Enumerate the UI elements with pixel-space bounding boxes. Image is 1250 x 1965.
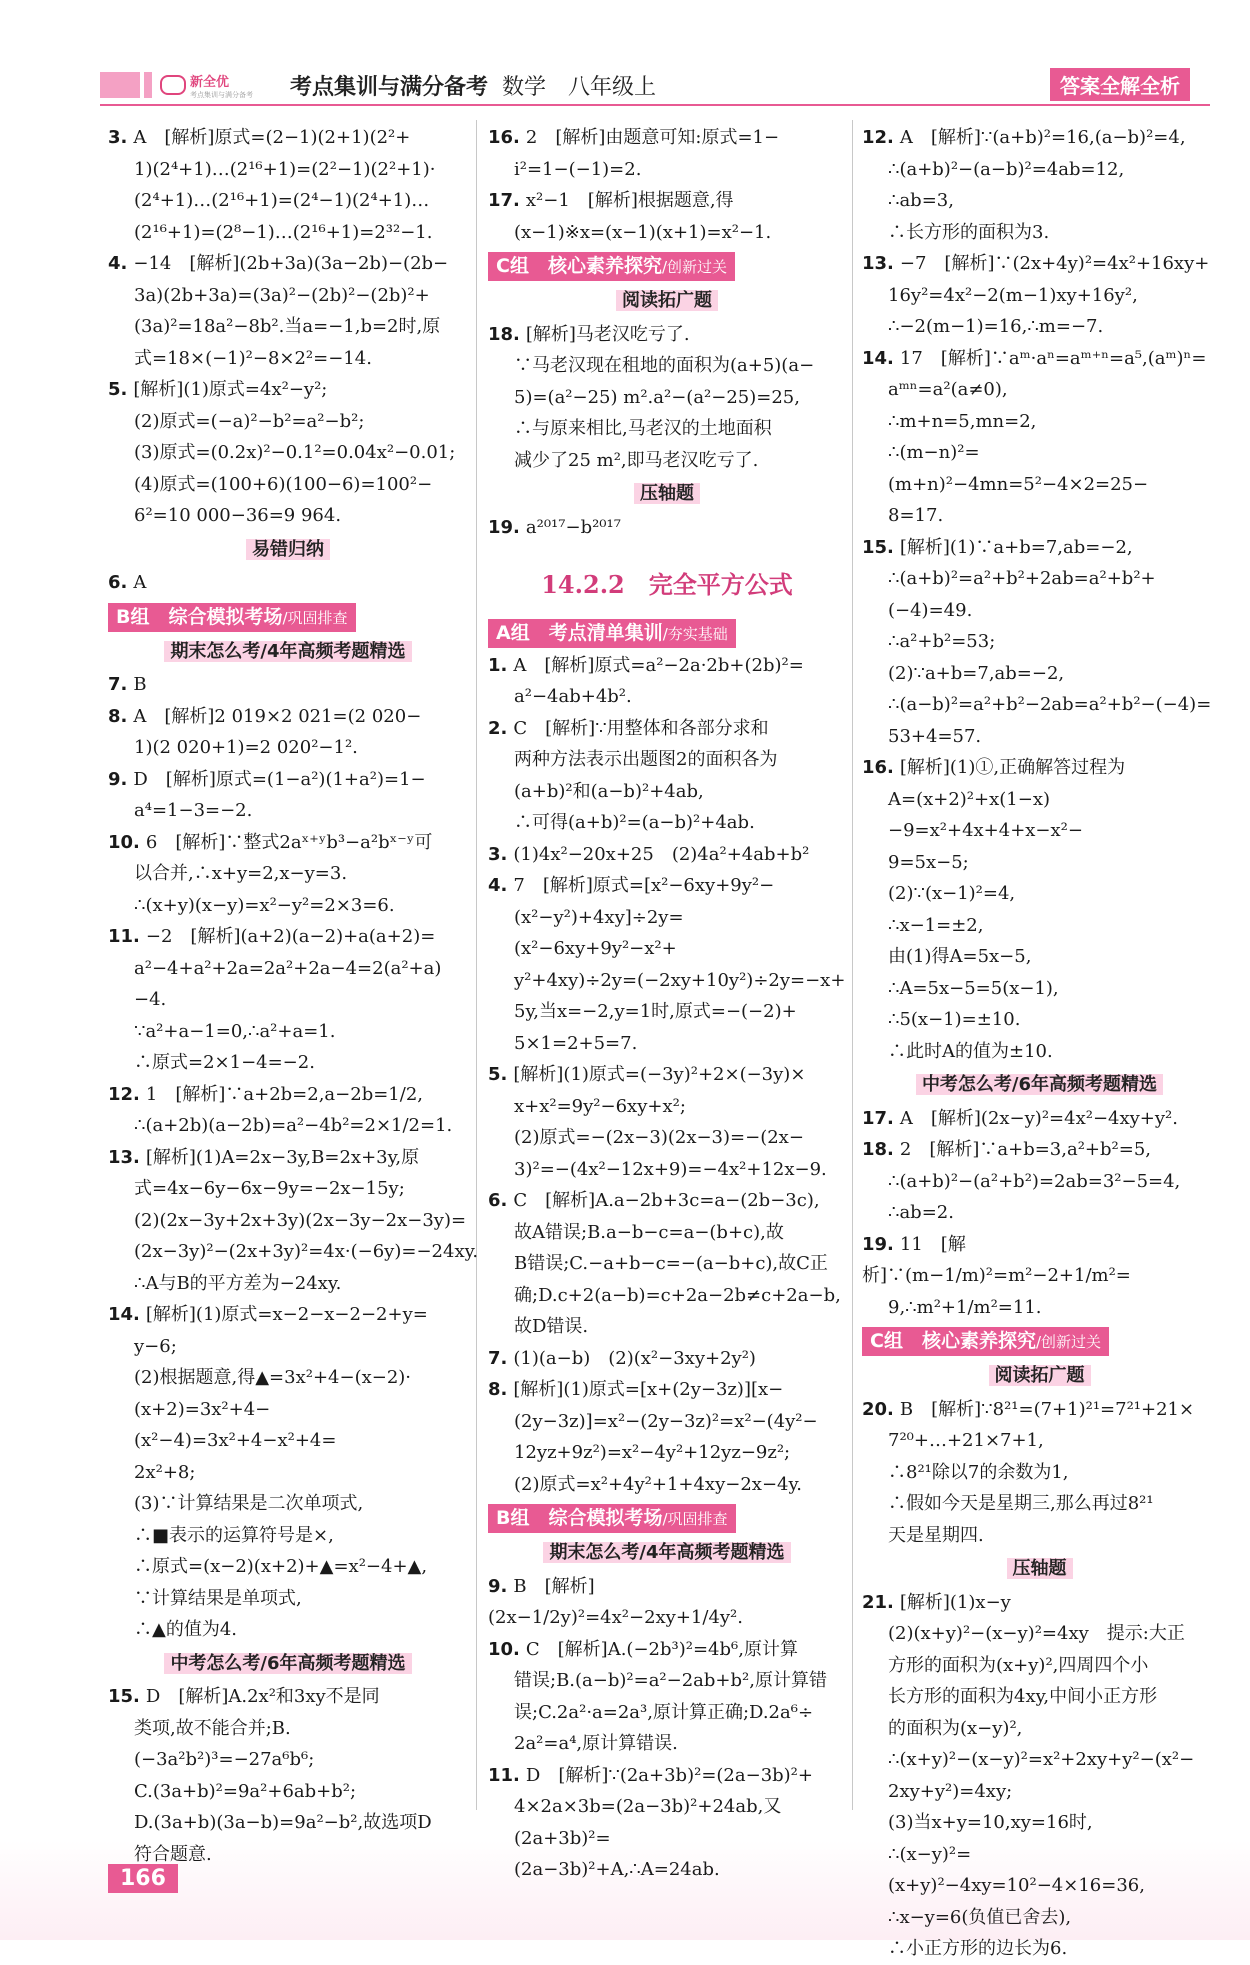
answer-line: 故D错误.	[514, 1316, 589, 1337]
answer-line: (2a−3b)²+A,∴A=24ab.	[514, 1859, 720, 1880]
answer-line: ∴8²¹除以7的余数为1,	[888, 1461, 1069, 1483]
logo-icon	[160, 75, 186, 95]
answer-item	[862, 343, 1217, 532]
question-number: 9.	[488, 1575, 508, 1597]
section-heading-tag: /夯实基础	[662, 624, 728, 643]
answer-line: 5)=(a²−25) m².a²−(a²−25)=25,	[514, 386, 800, 408]
question-number: 11.	[108, 926, 140, 947]
answer-line: (3)∵计算结果是二次单项式,	[134, 1493, 364, 1514]
answer-line: C [解析]∵用整体和各部分求和	[513, 717, 769, 739]
question-number: 5.	[108, 379, 128, 400]
section-heading	[488, 1504, 736, 1533]
answer-line: ∴(m−n)²=(m+n)²−4mn=5²−4×2=25−	[888, 442, 1149, 495]
sub-heading: 阅读拓广题	[616, 290, 718, 311]
answer-item	[108, 764, 468, 827]
answer-line: [解析](1)∵a+b=7,ab=−2,	[899, 536, 1133, 558]
answer-item	[488, 650, 846, 713]
answer-line: C [解析]A.(−2b³)²=4b⁶,原计算	[525, 1638, 798, 1660]
answer-line: [解析](1)原式=(−3y)²+2×(−3y)×	[513, 1064, 806, 1085]
answer-line: ∴(a+b)²=a²+b²+2ab=a²+b²+(−4)=49.	[888, 568, 1156, 621]
answer-item	[108, 827, 468, 922]
question-number: 14.	[862, 347, 894, 369]
answer-line: 确;D.c+2(a−b)=c+2a−2b≠c+2a−b,	[514, 1284, 841, 1306]
question-number: 10.	[108, 831, 140, 853]
answer-line: i²=1−(−1)=2.	[514, 158, 642, 180]
answer-line: ∵计算结果是单项式,	[134, 1587, 302, 1609]
answer-line: D [解析]∵(2a+3b)²=(2a−3b)²+	[525, 1764, 813, 1786]
answer-line: ∴x−y=6(负值已舍去),	[888, 1906, 1072, 1928]
book-title-text: 考点集训与满分备考	[290, 75, 489, 100]
answer-line: (3)原式=(0.2x)²−0.1²=0.04x²−0.01;	[134, 442, 456, 463]
question-number: 16.	[862, 757, 894, 778]
answer-line: 3)²=−(4x²−12x+9)=−4x²+12x−9.	[514, 1158, 827, 1180]
answer-line: [解析](1)原式=x−2−x−2−2+y=	[145, 1304, 428, 1325]
answer-line: aᵐⁿ=a²(a≠0),	[888, 379, 1008, 400]
answer-line: ∴x−1=±2,	[888, 914, 984, 936]
answer-line: [解析](1)①,正确解答过程为	[899, 757, 1126, 778]
question-number: 4.	[488, 875, 508, 896]
answer-line: (2)∵(x−1)²=4,	[888, 883, 1016, 904]
section-heading-title: A组 考点清单集训	[496, 621, 663, 644]
answer-item	[488, 512, 846, 544]
question-number: 4.	[108, 253, 128, 274]
answer-item	[862, 752, 1217, 1067]
question-number: 8.	[108, 705, 128, 727]
answer-line: [解析](1)x−y	[899, 1591, 1011, 1613]
answer-line: (1)4x²−20x+25 (2)4a²+4ab+b²	[513, 843, 810, 865]
question-number: 12.	[108, 1083, 140, 1105]
answer-line: y−6;	[134, 1335, 177, 1357]
answer-line: A	[133, 572, 147, 593]
answer-line: (x²−y²)+4xy]÷2y=(x²−6xy+9y²−x²+	[514, 906, 684, 959]
answer-item	[862, 1103, 1217, 1135]
answer-line: B	[133, 674, 147, 695]
question-number: 7.	[488, 1347, 508, 1369]
answer-item	[488, 1343, 846, 1375]
question-number: 15.	[862, 536, 894, 558]
answer-line: A=(x+2)²+x(1−x)−9=x²+4x+4+x−x²−	[888, 788, 1083, 841]
answer-line: 5y,当x=−2,y=1时,原式=−(−2)+	[514, 1001, 797, 1022]
question-number: 11.	[488, 1764, 520, 1786]
answer-line: 2 [解析]由题意可知:原式=1−	[525, 127, 780, 148]
section-heading	[488, 619, 736, 648]
answer-item	[488, 1374, 846, 1500]
answer-column-2	[488, 122, 846, 1886]
answer-item	[108, 567, 468, 599]
page-number: 166	[108, 1864, 178, 1893]
question-number: 18.	[488, 323, 520, 345]
question-number: 17.	[488, 190, 520, 211]
answer-item	[488, 839, 846, 871]
question-number: 2.	[488, 717, 508, 739]
answer-line: ∴可得(a+b)²=(a−b)²+4ab.	[514, 812, 755, 833]
question-number: 7.	[108, 674, 128, 695]
answer-line: (x−1)※x=(x−1)(x+1)=x²−1.	[514, 221, 772, 243]
subject-label: 数学 八年级上	[502, 75, 657, 100]
question-number: 15.	[108, 1686, 140, 1707]
answer-line: 2a²=a⁴,原计算错误.	[514, 1733, 678, 1754]
answer-line: 天是星期四.	[888, 1524, 984, 1546]
answer-line: 6 [解析]∵整式2aˣ⁺ʸb³−a²bˣ⁻ʸ可	[145, 831, 433, 853]
answer-line: (2¹⁶+1)=(2⁸−1)…(2¹⁶+1)=2³²−1.	[134, 221, 433, 243]
answer-line: a²−4ab+4b².	[514, 686, 632, 707]
answer-line: 9,∴m²+1/m²=11.	[888, 1296, 1042, 1318]
answer-item	[108, 122, 468, 248]
answer-line: ∴A=5x−5=5(x−1),	[888, 977, 1059, 999]
header-color-bar	[100, 72, 140, 98]
question-number: 17.	[862, 1107, 894, 1129]
answer-line: 6²=10 000−36=9 964.	[134, 505, 342, 526]
question-number: 16.	[488, 127, 520, 148]
answer-item	[862, 248, 1217, 343]
answer-item	[488, 713, 846, 839]
sub-heading: 易错归纳	[246, 539, 330, 560]
question-number: 8.	[488, 1379, 508, 1400]
answer-line: (2)(2x−3y+2x+3y)(2x−3y−2x−3y)=	[134, 1209, 467, 1231]
answer-line: ∴▲的值为4.	[134, 1619, 238, 1640]
section-heading-tag: /巩固排查	[282, 608, 348, 627]
answer-line: (2)(x+y)²−(x−y)²=4xy 提示:大正	[888, 1623, 1185, 1644]
question-number: 5.	[488, 1064, 508, 1085]
answer-line: 2x²+8;	[134, 1461, 196, 1483]
answer-line: (2)根据题意,得▲=3x²+4−(x−2)·	[134, 1367, 412, 1388]
answer-line: [解析](1)A=2x−3y,B=2x+3y,原	[145, 1146, 420, 1168]
answer-line: D.(3a+b)(3a−b)=9a²−b²,故选项D	[134, 1812, 432, 1833]
answer-line: ∴原式=(x−2)(x+2)+▲=x²−4+▲,	[134, 1556, 428, 1577]
answer-line: x+x²=9y²−6xy+x²;	[514, 1095, 686, 1117]
answer-item	[108, 1079, 468, 1142]
section-heading-tag: /创新过关	[1035, 1333, 1102, 1351]
answer-line: 符合题意.	[134, 1843, 212, 1865]
answer-item	[862, 122, 1217, 248]
sub-heading: 期末怎么考/4年高频考题精选	[164, 641, 411, 662]
answer-line: (2x−3y)²−(2x+3y)²=4x·(−6y)=−24xy.	[134, 1241, 479, 1262]
answer-line: −14 [解析](2b+3a)(3a−2b)−(2b−	[133, 253, 449, 274]
answer-line: 2 [解析]∵a+b=3,a²+b²=5,	[899, 1139, 1152, 1160]
answer-item	[488, 122, 846, 185]
answer-item	[108, 1299, 468, 1646]
answer-line: ∴此时A的值为±10.	[888, 1040, 1053, 1062]
answer-line: (2)∵a+b=7,ab=−2,	[888, 662, 1065, 684]
section-heading-title: C组 核心素养探究	[496, 255, 662, 277]
answer-line: B [解析](2x−1/2y)²=4x²−2xy+1/4y².	[488, 1575, 743, 1628]
brand-sub: 考点集训与满分备考	[190, 90, 253, 99]
answer-line: ∴(a+b)²−(a²+b²)=2ab=3²−5=4,	[888, 1170, 1181, 1192]
answer-line: −7 [解析]∵(2x+4y)²=4x²+16xy+	[899, 253, 1210, 274]
answer-line: D [解析]A.2x²和3xy不是同	[145, 1686, 380, 1707]
answer-line: ∴(a−b)²=a²+b²−2ab=a²+b²−(−4)=	[888, 694, 1212, 715]
answer-item	[108, 248, 468, 374]
answer-line: ∴a²+b²=53;	[888, 631, 996, 652]
question-number: 9.	[108, 768, 128, 790]
answer-line: (2⁴+1)…(2¹⁶+1)=(2⁴−1)(2⁴+1)…	[134, 190, 430, 211]
answer-line: [解析]马老汉吃亏了.	[525, 323, 690, 345]
answer-line: 式=18×(−1)²−8×2²=−14.	[134, 347, 372, 369]
answer-item	[862, 1229, 1217, 1324]
answer-line: ∴与原来相比,马老汉的土地面积	[514, 418, 772, 439]
answer-item	[488, 319, 846, 477]
sub-heading: 中考怎么考/6年高频考题精选	[916, 1074, 1163, 1095]
answer-line: 类项,故不能合并;B.(−3a²b²)³=−27a⁶b⁶;	[134, 1717, 315, 1770]
answer-line: 11 [解析]∵(m−1/m)²=m²−2+1/m²=	[862, 1233, 1131, 1286]
answer-line: 1)(2 020+1)=2 020²−1².	[134, 737, 358, 758]
answer-line: ∴(a+b)²−(a−b)²=4ab=12,	[888, 158, 1125, 180]
answer-line: ∴(x+y)²−(x−y)²=x²+2xy+y²−(x²−	[888, 1749, 1195, 1770]
answer-item	[862, 1134, 1217, 1229]
answer-line: [解析](1)原式=4x²−y²;	[133, 379, 328, 400]
answer-line: 8=17.	[888, 505, 944, 526]
answer-line: ∴小正方形的边长为6.	[888, 1938, 1068, 1959]
answer-line: ∴(x−y)²=(x+y)²−4xy=10²−4×16=36,	[888, 1843, 1145, 1896]
answer-line: A [解析]∵(a+b)²=16,(a−b)²=4,	[899, 127, 1186, 148]
answer-line: ∴−2(m−1)=16,∴m=−7.	[888, 316, 1104, 337]
answer-line: a²−4+a²+2a=2a²+2a−4=2(a²+a)−4.	[134, 957, 442, 1010]
answer-line: 以合并,∴x+y=2,x−y=3.	[134, 863, 348, 884]
answer-line: −2 [解析](a+2)(a−2)+a(a+2)=	[145, 926, 436, 947]
answer-item	[488, 185, 846, 248]
sub-heading: 中考怎么考/6年高频考题精选	[164, 1653, 411, 1674]
answer-line: ∴(a+2b)(a−2b)=a²−4b²=2×1/2=1.	[134, 1115, 453, 1136]
page-header	[100, 68, 1210, 106]
answer-line: 7²⁰+…+21×7+1,	[888, 1430, 1044, 1451]
answer-line: A [解析]2 019×2 021=(2 020−	[133, 705, 422, 727]
answer-line: (2)原式=−(2x−3)(2x−3)=−(2x−	[514, 1127, 804, 1148]
answer-line: A [解析]原式=(2−1)(2+1)(2²+	[133, 127, 411, 148]
question-number: 13.	[862, 253, 894, 274]
answer-line: ∴假如今天是星期三,那么再过8²¹	[888, 1493, 1154, 1514]
brand-logo	[160, 72, 253, 98]
answer-line: 53+4=57.	[888, 725, 982, 747]
section-heading-tag: /巩固排查	[662, 1510, 728, 1528]
answer-line: 由(1)得A=5x−5,	[888, 946, 1032, 967]
answer-line: 1)(2⁴+1)…(2¹⁶+1)=(2²−1)(2²+1)·	[134, 158, 436, 180]
answer-line: (2)原式=(−a)²−b²=a²−b²;	[134, 410, 365, 432]
answer-line: 长方形的面积为4xy,中间小正方形	[888, 1686, 1158, 1707]
answer-line: ∴■表示的运算符号是×,	[134, 1524, 334, 1546]
answer-line: 两种方法表示出题图2的面积各为	[514, 749, 778, 770]
section-heading-title: B组 综合模拟考场	[116, 605, 283, 628]
answer-line: ∴ab=3,	[888, 190, 954, 211]
answer-line: 16y²=4x²−2(m−1)xy+16y²,	[888, 284, 1138, 306]
answer-item	[488, 870, 846, 1059]
answer-item	[488, 1760, 846, 1886]
answer-line: B错误;C.−a+b−c=−(a−b+c),故C正	[514, 1253, 828, 1274]
question-number: 19.	[488, 516, 520, 538]
answer-line: (4)原式=(100+6)(100−6)=100²−	[134, 473, 433, 495]
answer-line: C [解析]A.a−2b+3c=a−(2b−3c),	[513, 1190, 820, 1211]
answer-line: (a+b)²和(a−b)²+4ab,	[514, 780, 704, 802]
answer-line: ∵马老汉现在租地的面积为(a+5)(a−	[514, 355, 815, 376]
section-heading	[108, 603, 356, 632]
answer-line: 12yz+9z²)=x²−4y²+12yz−9z²;	[514, 1442, 791, 1463]
answer-item	[108, 1142, 479, 1300]
question-number: 6.	[488, 1190, 508, 1211]
answer-item	[488, 1571, 846, 1634]
answer-line: 4×2a×3b=(2a−3b)²+24ab,又(2a+3b)²=	[514, 1796, 782, 1849]
answer-line: B [解析]∵8²¹=(7+1)²¹=7²¹+21×	[899, 1398, 1195, 1420]
lesson-title: 14.2.2 完全平方公式	[541, 570, 793, 599]
answer-line: (2y−3z)]=x²−(2y−3z)²=x²−(4y²−	[514, 1410, 818, 1432]
answer-label: 答案全解全析	[1050, 68, 1190, 101]
answer-line: ∵a²+a−1=0,∴a²+a=1.	[134, 1020, 336, 1042]
answer-line: ∴长方形的面积为3.	[888, 221, 1050, 243]
answer-line: C.(3a+b)²=9a²+6ab+b²;	[134, 1780, 357, 1802]
question-number: 12.	[862, 127, 894, 148]
sub-heading: 期末怎么考/4年高频考题精选	[543, 1542, 790, 1563]
brand-name: 新全优	[190, 74, 230, 90]
answer-line: A [解析](2x−y)²=4x²−4xy+y².	[899, 1107, 1178, 1129]
answer-line: ∴ab=2.	[888, 1202, 954, 1223]
question-number: 3.	[108, 127, 128, 148]
question-number: 20.	[862, 1398, 894, 1420]
answer-line: 3a)(2b+3a)=(3a)²−(2b)²−(2b)²+	[134, 284, 430, 306]
answer-line: a⁴=1−3=−2.	[134, 800, 253, 821]
answer-item	[488, 1059, 846, 1185]
answer-line: x²−1 [解析]根据题意,得	[525, 190, 734, 211]
book-title	[290, 70, 656, 101]
answer-line: 7 [解析]原式=[x²−6xy+9y²−	[513, 875, 775, 896]
answer-line: 式=4x−6y−6x−9y=−2x−15y;	[134, 1178, 405, 1199]
answer-line: ∴原式=2×1−4=−2.	[134, 1052, 315, 1073]
header-color-bar-small	[144, 72, 152, 98]
answer-line: [解析](1)原式=[x+(2y−3z)][x−	[513, 1379, 784, 1400]
section-heading	[862, 1327, 1109, 1356]
answer-item	[488, 1185, 846, 1343]
answer-item	[108, 921, 468, 1079]
answer-line: 错误;B.(a−b)²=a²−2ab+b²,原计算错	[514, 1670, 827, 1691]
sub-heading: 阅读拓广题	[989, 1365, 1091, 1386]
section-heading-tag: /创新过关	[661, 258, 728, 276]
answer-line: ∴(x+y)(x−y)=x²−y²=2×3=6.	[134, 894, 395, 916]
answer-line: 5×1=2+5=7.	[514, 1032, 638, 1054]
sub-heading: 压轴题	[634, 483, 700, 504]
sub-heading: 压轴题	[1007, 1558, 1073, 1579]
question-number: 19.	[862, 1233, 894, 1255]
answer-item	[108, 669, 468, 701]
answer-column-3	[862, 122, 1217, 1965]
section-heading-title: C组 核心素养探究	[870, 1330, 1036, 1352]
answer-line: ∴5(x−1)=±10.	[888, 1009, 1021, 1030]
answer-column-1	[108, 122, 479, 1870]
answer-line: 的面积为(x−y)²,	[888, 1717, 1023, 1739]
answer-item	[108, 1681, 468, 1870]
answer-line: 方形的面积为(x+y)²,四周四个小	[888, 1654, 1149, 1676]
answer-line: (3a)²=18a²−8b².当a=−1,b=2时,原	[134, 316, 441, 337]
answer-line: D [解析]原式=(1−a²)(1+a²)=1−	[133, 768, 426, 790]
answer-item	[108, 374, 468, 532]
section-heading	[488, 252, 735, 281]
question-number: 3.	[488, 843, 508, 865]
answer-item	[108, 701, 468, 764]
answer-item	[862, 532, 1217, 753]
answer-line: (3)当x+y=10,xy=16时,	[888, 1812, 1093, 1833]
answer-item	[488, 1634, 846, 1760]
answer-line: (2)原式=x²+4y²+1+4xy−2x−4y.	[514, 1473, 802, 1495]
column-divider	[852, 120, 853, 1810]
question-number: 14.	[108, 1304, 140, 1325]
section-heading-title: B组 综合模拟考场	[496, 1507, 663, 1529]
question-number: 21.	[862, 1591, 894, 1613]
answer-line: ∴A与B的平方差为−24xy.	[134, 1272, 342, 1294]
answer-line: 1 [解析]∵a+2b=2,a−2b=1/2,	[145, 1083, 423, 1105]
answer-line: 17 [解析]∵aᵐ·aⁿ=aᵐ⁺ⁿ=a⁵,(aᵐ)ⁿ=	[899, 347, 1207, 369]
column-divider	[476, 120, 477, 1810]
answer-line: 故A错误;B.a−b−c=a−(b+c),故	[514, 1221, 784, 1243]
answer-line: a²⁰¹⁷−b²⁰¹⁷	[525, 516, 621, 538]
answer-line: 减少了25 m²,即马老汉吃亏了.	[514, 449, 759, 471]
answer-item	[862, 1394, 1217, 1552]
answer-line: (1)(a−b) (2)(x²−3xy+2y²)	[513, 1347, 756, 1369]
answer-line: A [解析]原式=a²−2a·2b+(2b)²=	[513, 654, 804, 676]
question-number: 6.	[108, 572, 128, 593]
answer-line: 误;C.2a²·a=2a³,原计算正确;D.2a⁶÷	[514, 1701, 814, 1723]
answer-line: 2xy+y²)=4xy;	[888, 1780, 1013, 1802]
answer-line: y²+4xy)÷2y=(−2xy+10y²)÷2y=−x+	[514, 969, 846, 991]
answer-line: ∴m+n=5,mn=2,	[888, 410, 1037, 432]
answer-line: (x+2)=3x²+4−(x²−4)=3x²+4−x²+4=	[134, 1398, 337, 1451]
question-number: 18.	[862, 1139, 894, 1160]
answer-line: 9=5x−5;	[888, 851, 969, 873]
question-number: 13.	[108, 1146, 140, 1168]
answer-item	[862, 1587, 1217, 1965]
question-number: 1.	[488, 654, 508, 676]
question-number: 10.	[488, 1638, 520, 1660]
